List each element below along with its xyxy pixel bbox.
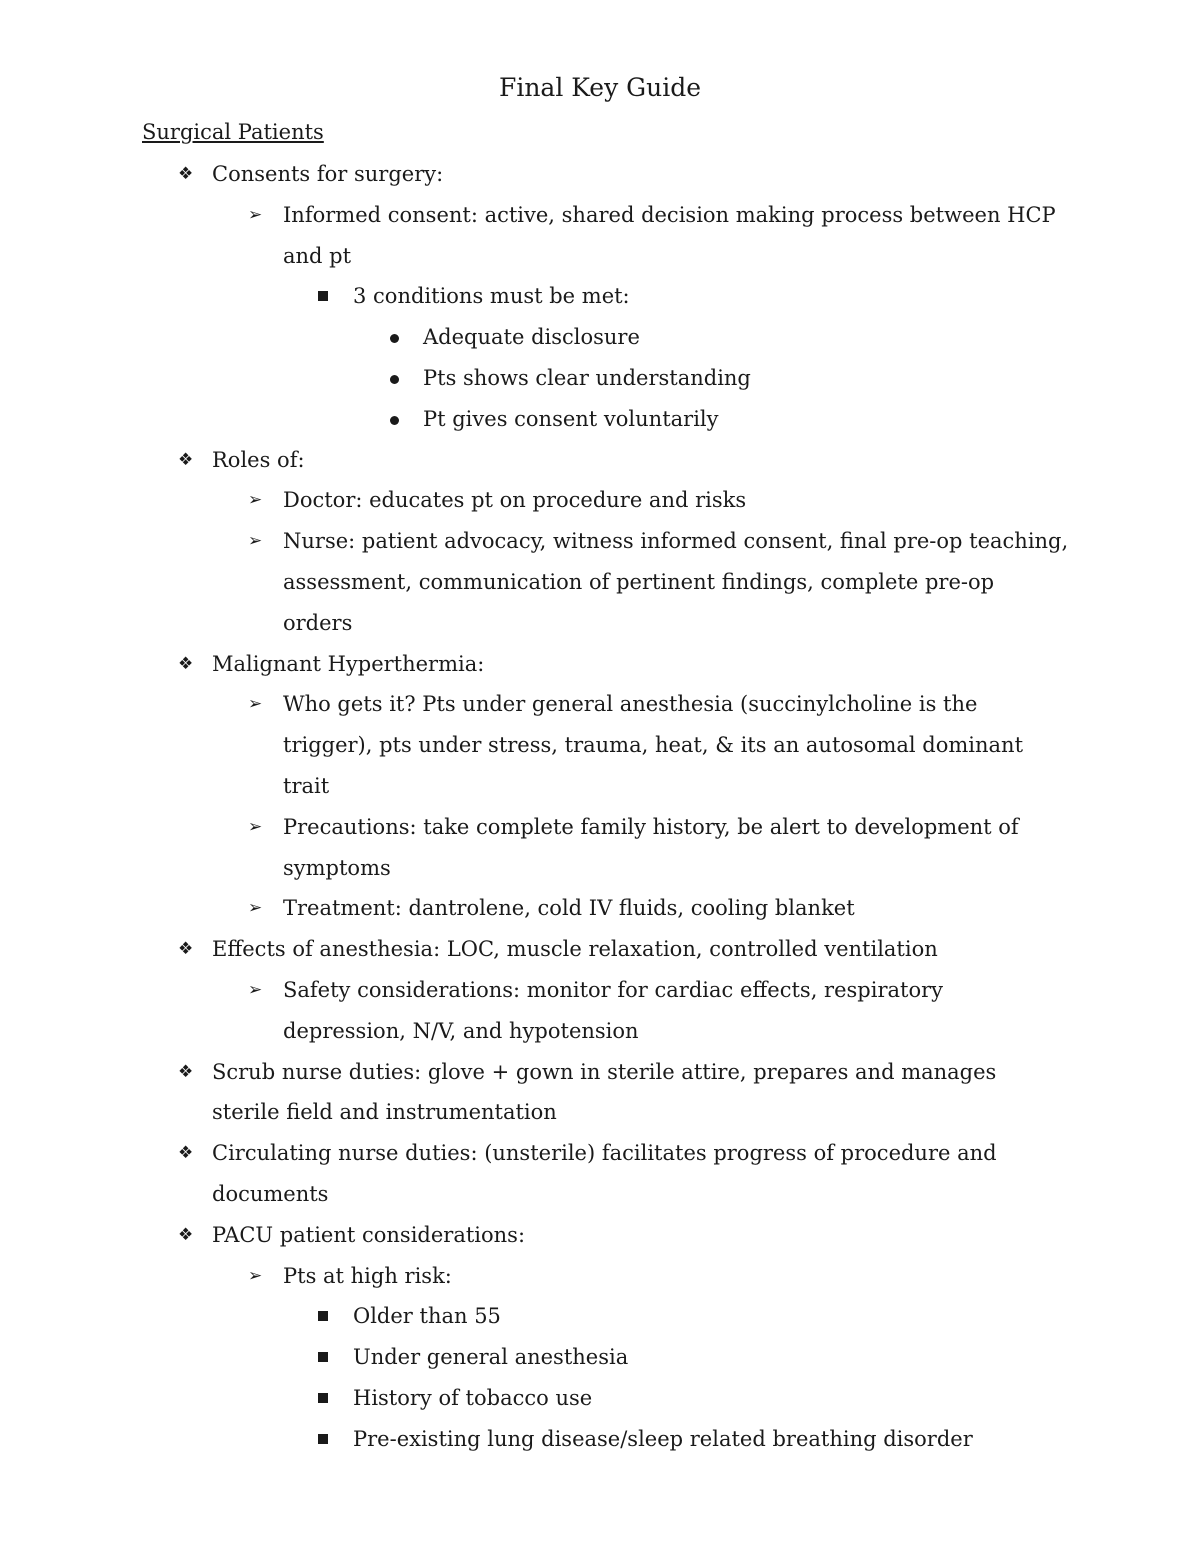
- list-item: [0, 1052, 1200, 1134]
- list-item-text: Circulating nurse duties: (unsterile) facilitates progress of procedure and documents: [212, 1141, 997, 1206]
- list-item: [0, 1378, 1200, 1419]
- list-item: [0, 1296, 1200, 1337]
- list-item-text: Pre-existing lung disease/sleep related breathing disorder: [353, 1426, 973, 1451]
- square-bullet-icon: [318, 1434, 328, 1444]
- list-item-text: History of tobacco use: [353, 1385, 593, 1410]
- list-item-text: Scrub nurse duties: glove + gown in sterile attire, prepares and manages sterile field and instrumentation: [212, 1059, 997, 1125]
- diamond-bullet-icon: ❖: [178, 1224, 194, 1245]
- list-item-text: Adequate disclosure: [423, 325, 640, 350]
- list-item: [0, 195, 1200, 277]
- arrowhead-bullet-icon: ➢: [248, 204, 263, 225]
- diamond-bullet-icon: ❖: [178, 1061, 194, 1082]
- list-item-text: PACU patient considerations:: [212, 1222, 526, 1247]
- list-item: [0, 929, 1200, 970]
- section-heading: Surgical Patients: [142, 120, 324, 144]
- list-item: [0, 1256, 1200, 1297]
- list-item-text: Nurse: patient advocacy, witness informed consent, final pre-op teaching, assessment, communication of pertinent findings, complete pre-op orders: [283, 529, 1069, 635]
- list-item: [0, 358, 1200, 399]
- document-title: Final Key Guide: [498, 73, 702, 102]
- list-item-text: 3 conditions must be met:: [353, 284, 630, 309]
- list-item: [0, 1133, 1200, 1215]
- list-item-text: Malignant Hyperthermia:: [212, 651, 485, 676]
- dot-bullet-icon: [390, 416, 399, 425]
- list-item: [0, 1215, 1200, 1256]
- list-item: [0, 807, 1200, 889]
- list-item: [0, 440, 1200, 481]
- arrowhead-bullet-icon: ➢: [248, 816, 263, 837]
- list-item-text: Who gets it? Pts under general anesthesia (succinylcholine is the trigger), pts under stress, trauma, heat, & its an autosomal dominant trait: [283, 692, 1024, 798]
- square-bullet-icon: [318, 1311, 328, 1321]
- list-item-text: Safety considerations: monitor for cardiac effects, respiratory depression, N/V, and hypotension: [283, 977, 943, 1043]
- list-item: [0, 970, 1200, 1052]
- list-item-text: Under general anesthesia: [353, 1345, 629, 1370]
- arrowhead-bullet-icon: ➢: [248, 694, 263, 715]
- list-item-text: Effects of anesthesia: LOC, muscle relaxation, controlled ventilation: [212, 937, 938, 962]
- diamond-bullet-icon: ❖: [178, 1143, 194, 1164]
- arrowhead-bullet-icon: ➢: [248, 490, 263, 511]
- list-item-text: Pts at high risk:: [283, 1263, 452, 1288]
- square-bullet-icon: [318, 291, 328, 301]
- list-item: [0, 888, 1200, 929]
- arrowhead-bullet-icon: ➢: [248, 531, 263, 552]
- square-bullet-icon: [318, 1352, 328, 1362]
- list-item-text: Doctor: educates pt on procedure and risks: [283, 488, 747, 513]
- diamond-bullet-icon: ❖: [178, 653, 194, 674]
- list-item-text: Precautions: take complete family history, be alert to development of symptoms: [283, 814, 1019, 880]
- list-item: [0, 684, 1200, 806]
- list-item: [0, 317, 1200, 358]
- diamond-bullet-icon: ❖: [178, 939, 194, 960]
- outline-list: [0, 154, 1200, 1460]
- list-item-text: Informed consent: active, shared decision making process between HCP and pt: [283, 202, 1056, 268]
- list-item-text: Pts shows clear understanding: [423, 365, 751, 390]
- list-item: [0, 644, 1200, 685]
- list-item: [0, 276, 1200, 317]
- list-item-text: Consents for surgery:: [212, 162, 444, 186]
- diamond-bullet-icon: ❖: [178, 449, 194, 470]
- list-item: [0, 521, 1200, 643]
- arrowhead-bullet-icon: ➢: [248, 1265, 263, 1286]
- list-item-text: Roles of:: [212, 447, 305, 472]
- list-item: [0, 480, 1200, 521]
- list-item-text: Treatment: dantrolene, cold IV fluids, cooling blanket: [283, 896, 855, 921]
- arrowhead-bullet-icon: ➢: [248, 979, 263, 1000]
- list-item: [0, 154, 1200, 195]
- list-item: [0, 399, 1200, 440]
- square-bullet-icon: [318, 1393, 328, 1403]
- list-item-text: Older than 55: [353, 1304, 501, 1329]
- list-item: [0, 1419, 1200, 1460]
- list-item: [0, 1337, 1200, 1378]
- list-item-text: Pt gives consent voluntarily: [423, 406, 719, 431]
- dot-bullet-icon: [390, 334, 399, 343]
- dot-bullet-icon: [390, 375, 399, 384]
- arrowhead-bullet-icon: ➢: [248, 898, 263, 919]
- diamond-bullet-icon: ❖: [178, 164, 194, 184]
